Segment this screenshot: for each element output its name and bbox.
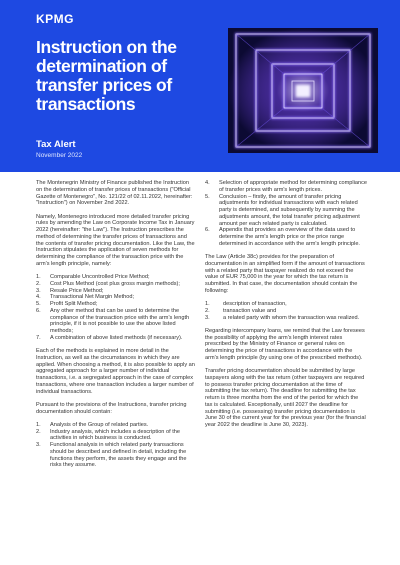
publication-date: November 2022 xyxy=(36,152,83,159)
list-item: 5. Conclusion – firstly, the amount of transfer pricing adjustments for individual transactions with each related party is determined, and subsequently by summing the adjustments amount, the total transfer pricing adjustment amount per each related party is calculated. xyxy=(205,193,360,227)
list-item: 2. transaction value and xyxy=(205,307,277,314)
list-item: 1. Analysis of the Group of related parties. xyxy=(36,421,149,428)
list-item: 6. Any other method that can be used to determine the compliance of the transaction price with the arm's length principle, if it is not possible to use the above listed methods; xyxy=(36,307,190,334)
documentation-list xyxy=(36,422,196,469)
list-item: 4. Selection of appropriate method for determining compliance of transfer prices with arm's length prices. xyxy=(205,180,368,193)
list-item: 5. Profit Split Method; xyxy=(36,301,98,307)
documentation-intro-paragraph: Pursuant to the provisions of the Instructions, transfer pricing documentation should contain: xyxy=(36,401,187,415)
list-item: 6. Appendix that provides an overview of the data used to determine the arm's length price or the price range determined in accordance with the arm's length principle. xyxy=(205,227,360,247)
simplified-documentation-paragraph: The Law (Article 38c) provides for the preparation of documentation in an simplified form if the amount of transactions with a related party that taxpayer realized do not exceed the value of EUR 75,000 in the year for which the tax return is submitted. In that case, the documentation should contain the following: xyxy=(205,254,365,294)
doc-type-label: Tax Alert xyxy=(36,139,76,150)
kpmg-logo: KPMG xyxy=(36,12,74,26)
list-item: 3. a related party with whom the transaction was realized. xyxy=(205,314,360,321)
page-title: Instruction on the determination of transfer prices of transactions xyxy=(36,37,177,114)
list-item: 2. Industry analysis, which includes a description of the activities in which business is conducted. xyxy=(36,428,180,442)
list-item: 3. Functional analysis in which related party transactions should be described and defined in detail, including the functions they perform, the assets they engage and the risks they assume. xyxy=(36,442,187,469)
list-item: 1. description of transaction, xyxy=(205,301,287,307)
list-item: 3. Resale Price Method; xyxy=(36,287,104,294)
neon-tunnel-image xyxy=(228,28,378,153)
header-banner xyxy=(0,0,400,172)
methods-explanation-paragraph: Each of the methods is explained in more detail in the Instruction, as well as the circumstances in which they are applied. When choosing a method, it is also possible to apply an aggregated approach for a larger number of individual transactions, i.e. a segregated approach in the case of complex transactions, where one transaction includes a larger number of individual transactions. xyxy=(36,348,195,395)
simplified-list xyxy=(205,301,367,321)
deadline-paragraph: Transfer pricing documentation should be submitted by large taxpayers along with the tax return (other taxpayers are required to possess transfer pricing documentation at the time of submitting the tax return). The deadline for submitting the tax return is three months from the end of the period for which the tax is calculated. Exceptionally, until 2027 the deadline for submitting (i.e. possessing) transfer pricing documentation is June 30 of the current year for the previous year (for the financial year 2022 the deadline is June 30, 2023). xyxy=(205,368,366,428)
list-item: 2. Cost Plus Method (cost plus gross margin methods); xyxy=(36,280,180,287)
list-item: 7. A combination of above listed methods (if necessary). xyxy=(36,334,183,341)
intro-paragraph: The Montenegrin Ministry of Finance published the Instruction on the determination of transfer prices of transactions ("Official Gazette of Montenegro", No. 121/22 of 02.11.2022, hereinafter: "Instruction") on November 2nd 2022. xyxy=(36,180,193,207)
intercompany-loans-paragraph: Regarding intercompany loans, we remind that the Law foresees the possibility of applying the arm's length interest rates prescribed by the Ministry of Finance or general rules on determining the price of transactions in accordance with the arm's length principle (by using one of the prescribed methods). xyxy=(205,327,365,361)
documentation-list-continued xyxy=(205,180,367,248)
methods-list xyxy=(36,274,196,342)
list-item: 1. Comparable Uncontrolled Price Method; xyxy=(36,274,150,280)
right-column xyxy=(205,180,367,435)
left-column xyxy=(36,180,196,476)
list-item: 4. Transactional Net Margin Method; xyxy=(36,294,135,301)
law-paragraph: Namely, Montenegro introduced more detailed transfer pricing rules by amending the Law on Corporate Income Tax in January 2022 (hereinafter: "the Law"). The Instruction prescribes the method of determining the transfer prices of transactions and the contents of transfer pricing documentation. Like the Law, the Instruction stipulates the application of seven methods for determining the compliance of the transaction price with the arm's length principle, namely: xyxy=(36,213,195,267)
